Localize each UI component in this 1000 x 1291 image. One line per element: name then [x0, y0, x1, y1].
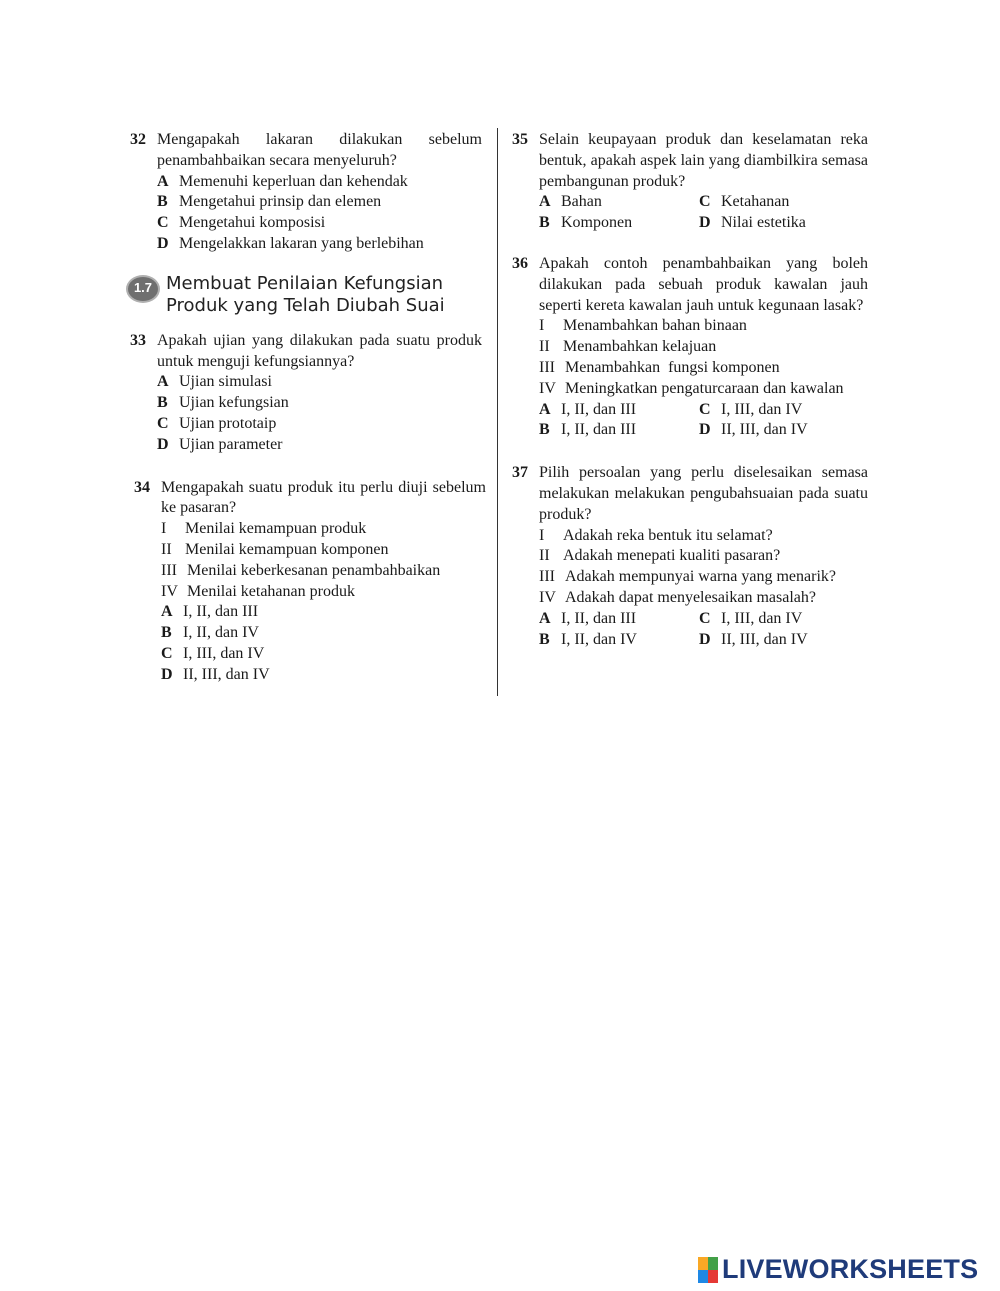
question-stem: Mengapakah suatu produk itu perlu diuji sebelum ke pasaran? [161, 478, 486, 517]
statement-i: I Menilai kemampuan produk [161, 520, 367, 538]
option-a[interactable]: A I, II, dan III [539, 400, 637, 418]
question-number: 32 [130, 131, 146, 148]
option-b[interactable]: B Komponen [539, 214, 633, 232]
brand-text: LIVEWORKSHEETS [722, 1254, 979, 1284]
section-badge-icon: 1.7 [126, 275, 160, 303]
question-stem: Pilih persoalan yang perlu diselesaikan semasa melakukan melakukan pengubahsuaian pada suatu produk? [539, 464, 868, 523]
option-d[interactable]: D II, III, dan IV [161, 665, 270, 683]
question-37 [512, 463, 868, 650]
question-stem: Selain keupayaan produk dan keselamatan reka bentuk, apakah aspek lain yang diambilkira semasa pembangunan produk? [539, 131, 868, 190]
statement-i: I Adakah reka bentuk itu selamat? [539, 526, 773, 544]
option-a[interactable]: A I, II, dan III [539, 609, 637, 627]
option-d[interactable]: D Nilai estetika [699, 214, 806, 232]
left-column [130, 130, 486, 686]
column-divider [497, 128, 498, 696]
option-a[interactable]: A Bahan [539, 193, 602, 211]
option-d[interactable]: D Ujian parameter [157, 435, 283, 453]
statement-i: I Menambahkan bahan binaan [539, 317, 747, 335]
statement-iv: IV Meningkatkan pengaturcaraan dan kawalan [539, 379, 844, 397]
option-c[interactable]: C I, III, dan IV [699, 400, 803, 418]
statement-ii: II Adakah menepati kualiti pasaran? [539, 547, 781, 565]
section-heading [130, 273, 482, 317]
option-c[interactable]: C I, III, dan IV [161, 644, 265, 662]
option-b[interactable]: B I, II, dan IV [161, 624, 259, 642]
question-36 [512, 254, 868, 441]
option-a[interactable]: A Ujian simulasi [157, 373, 272, 391]
option-c[interactable]: C Ketahanan [699, 193, 790, 211]
option-d[interactable]: D II, III, dan IV [699, 421, 808, 439]
question-number: 33 [130, 331, 146, 349]
option-b[interactable]: B I, II, dan IV [539, 630, 637, 648]
statement-iii: III Menilai keberkesanan penambahbaikan [161, 561, 441, 579]
question-number: 37 [512, 464, 528, 482]
statement-ii: II Menambahkan kelajuan [539, 338, 717, 356]
option-a[interactable]: A I, II, dan III [161, 603, 259, 621]
question-33 [130, 331, 482, 456]
option-c[interactable]: C Ujian prototaip [157, 414, 277, 432]
option-d[interactable]: D II, III, dan IV [699, 630, 808, 648]
question-number: 35 [512, 131, 528, 148]
option-b[interactable]: B I, II, dan III [539, 421, 637, 439]
statement-iv: IV Menilai ketahanan produk [161, 582, 355, 600]
statement-iii: III Menambahkan fungsi komponen [539, 358, 780, 376]
option-b[interactable]: B Ujian kefungsian [157, 394, 289, 412]
question-stem: Mengapakah lakaran dilakukan sebelum penambahbaikan secara menyeluruh? [157, 131, 482, 169]
option-a[interactable]: A Memenuhi keperluan dan kehendak [157, 172, 408, 190]
option-b[interactable]: B Mengetahui prinsip dan elemen [157, 193, 382, 211]
option-d[interactable]: D Mengelakkan lakaran yang berlebihan [157, 234, 424, 252]
question-34 [134, 478, 486, 686]
question-number: 34 [134, 478, 150, 496]
question-32 [130, 130, 482, 255]
question-number: 36 [512, 254, 528, 272]
option-c[interactable]: C I, III, dan IV [699, 609, 803, 627]
section-title: Membuat Penilaian Kefungsian Produk yang Telah Diubah Suai [166, 272, 445, 316]
liveworksheets-logo-icon [698, 1257, 718, 1283]
question-35 [512, 130, 868, 234]
statement-iii: III Adakah mempunyai warna yang menarik? [539, 568, 837, 586]
statement-ii: II Menilai kemampuan komponen [161, 540, 389, 558]
question-stem: Apakah contoh penambahbaikan yang boleh dilakukan pada sebuah produk kawalan jauh seperti kereta kawalan jauh untuk kegunaan lasak? [539, 254, 868, 314]
option-c[interactable]: C Mengetahui komposisi [157, 214, 326, 232]
liveworksheets-brand[interactable] [698, 1254, 978, 1285]
right-column [512, 130, 868, 650]
statement-iv: IV Adakah dapat menyelesaikan masalah? [539, 588, 816, 606]
question-stem: Apakah ujian yang dilakukan pada suatu produk untuk menguji kefungsiannya? [157, 331, 482, 370]
